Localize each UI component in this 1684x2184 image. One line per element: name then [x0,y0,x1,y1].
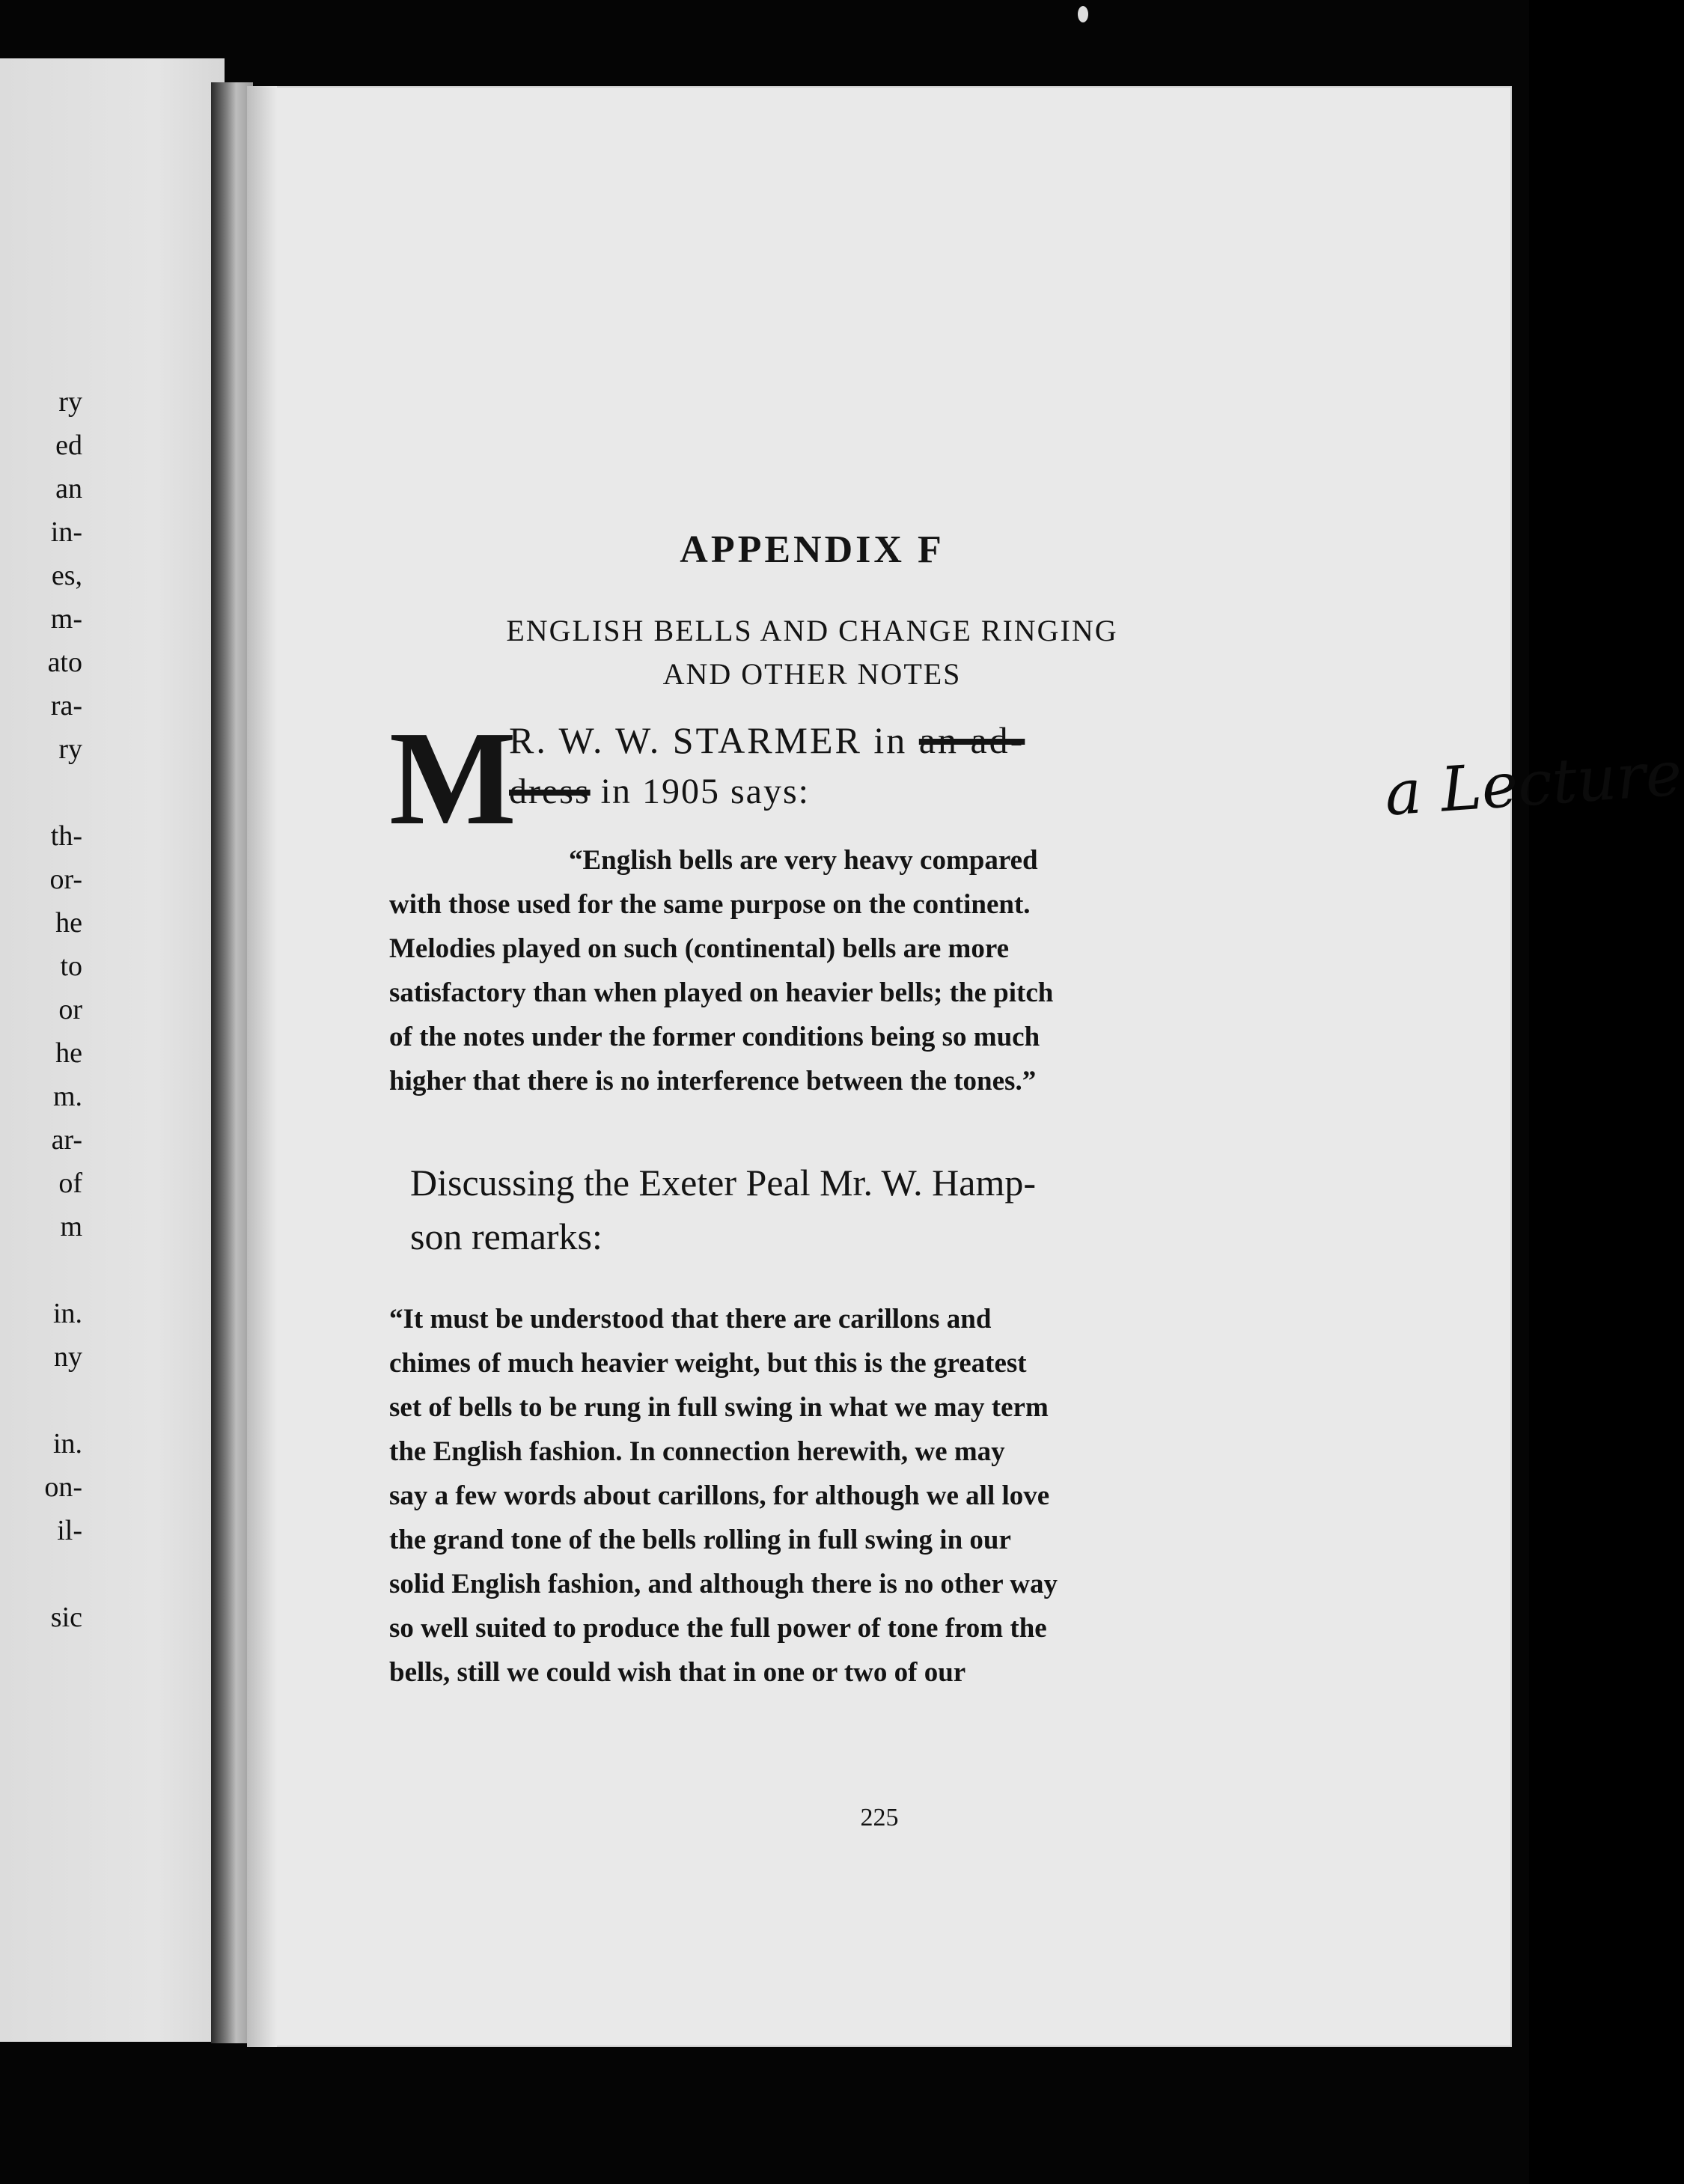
quote-line: satisfactory than when played on heavier bells; the pitch [389,977,1054,1008]
left-fragment: th- [50,820,82,852]
left-fragment: in- [50,516,82,548]
left-fragment: in. [52,1298,82,1329]
left-fragment: sic [50,1602,82,1633]
left-fragment: ar- [51,1124,82,1156]
quote-line: “It must be understood that there are carillons and [389,1304,992,1335]
left-fragment: on- [44,1471,82,1503]
left-fragment: or- [49,864,82,895]
intro-line [509,771,810,812]
subtitle-line: AND OTHER NOTES [662,657,962,691]
left-facing-page [0,58,225,2042]
left-fragment: in. [52,1428,82,1459]
left-fragment: ra- [50,690,82,722]
struck-text: an ad- [918,719,1025,761]
heading-line: son remarks: [410,1215,602,1257]
quote-line: “English bells are very heavy compared [569,845,1038,876]
left-fragment: ry [58,733,82,765]
quote-line: higher that there is no interference between the tones.” [389,1066,1037,1096]
left-fragment: he [55,907,82,939]
quote-line: chimes of much heavier weight, but this is the greatest [389,1348,1027,1379]
chapter-subtitle [389,609,1235,696]
struck-text: dress [509,772,591,811]
subtitle-line: ENGLISH BELLS AND CHANGE RINGING [506,614,1118,647]
left-fragment: an [55,473,82,504]
quote-line: bells, still we could wish that in one or two of our [389,1657,966,1688]
left-fragment: es, [51,560,82,591]
intro-paragraph [389,704,1235,852]
heading-line: Discussing the Exeter Peal Mr. W. Hamp- [410,1162,1036,1204]
quote-line: the grand tone of the bells rolling in full swing in our [389,1525,1011,1555]
left-fragment: m- [50,603,82,635]
quote-line: so well suited to produce the full power of tone from the [389,1613,1047,1644]
quote-line: Melodies played on such (continental) bells are more [389,933,1010,964]
page-content [389,528,1235,1695]
left-fragment: of [58,1168,82,1199]
section-heading [410,1156,1235,1263]
quote-line: set of bells to be rung in full swing in what we may term [389,1392,1049,1423]
intro-text: in 1905 says: [590,772,810,811]
left-fragment: m [60,1211,82,1242]
left-fragment: m. [52,1081,82,1112]
left-fragment: ry [58,386,82,418]
left-fragment: ny [54,1341,82,1373]
book-page [247,86,1684,2047]
scan-dust-speck [1078,6,1088,22]
left-fragment: to [60,951,82,982]
quote-block [389,1297,1235,1695]
intro-text: R. W. W. STARMER in [509,719,919,761]
quote-line: solid English fashion, and although there is no other way [389,1569,1058,1599]
left-fragment: il- [57,1515,82,1546]
quote-line: the English fashion. In connection herewith, we may [389,1436,1005,1467]
appendix-title: APPENDIX F [680,528,945,571]
quote-line: say a few words about carillons, for although we all love [389,1480,1050,1511]
left-fragment: ed [55,430,82,461]
handwritten-annotation: a Lecture [1382,738,1684,830]
quote-line: with those used for the same purpose on the continent. [389,889,1031,920]
left-fragment: ato [47,647,82,678]
left-fragment: or [58,994,82,1025]
drop-cap: M [389,704,516,852]
left-fragment: he [55,1037,82,1069]
quote-block [389,838,1235,1103]
left-page-text-fragments [0,58,82,2042]
page-number: 225 [860,1804,899,1831]
intro-line [509,719,1025,762]
quote-line: of the notes under the former conditions being so much [389,1022,1040,1052]
